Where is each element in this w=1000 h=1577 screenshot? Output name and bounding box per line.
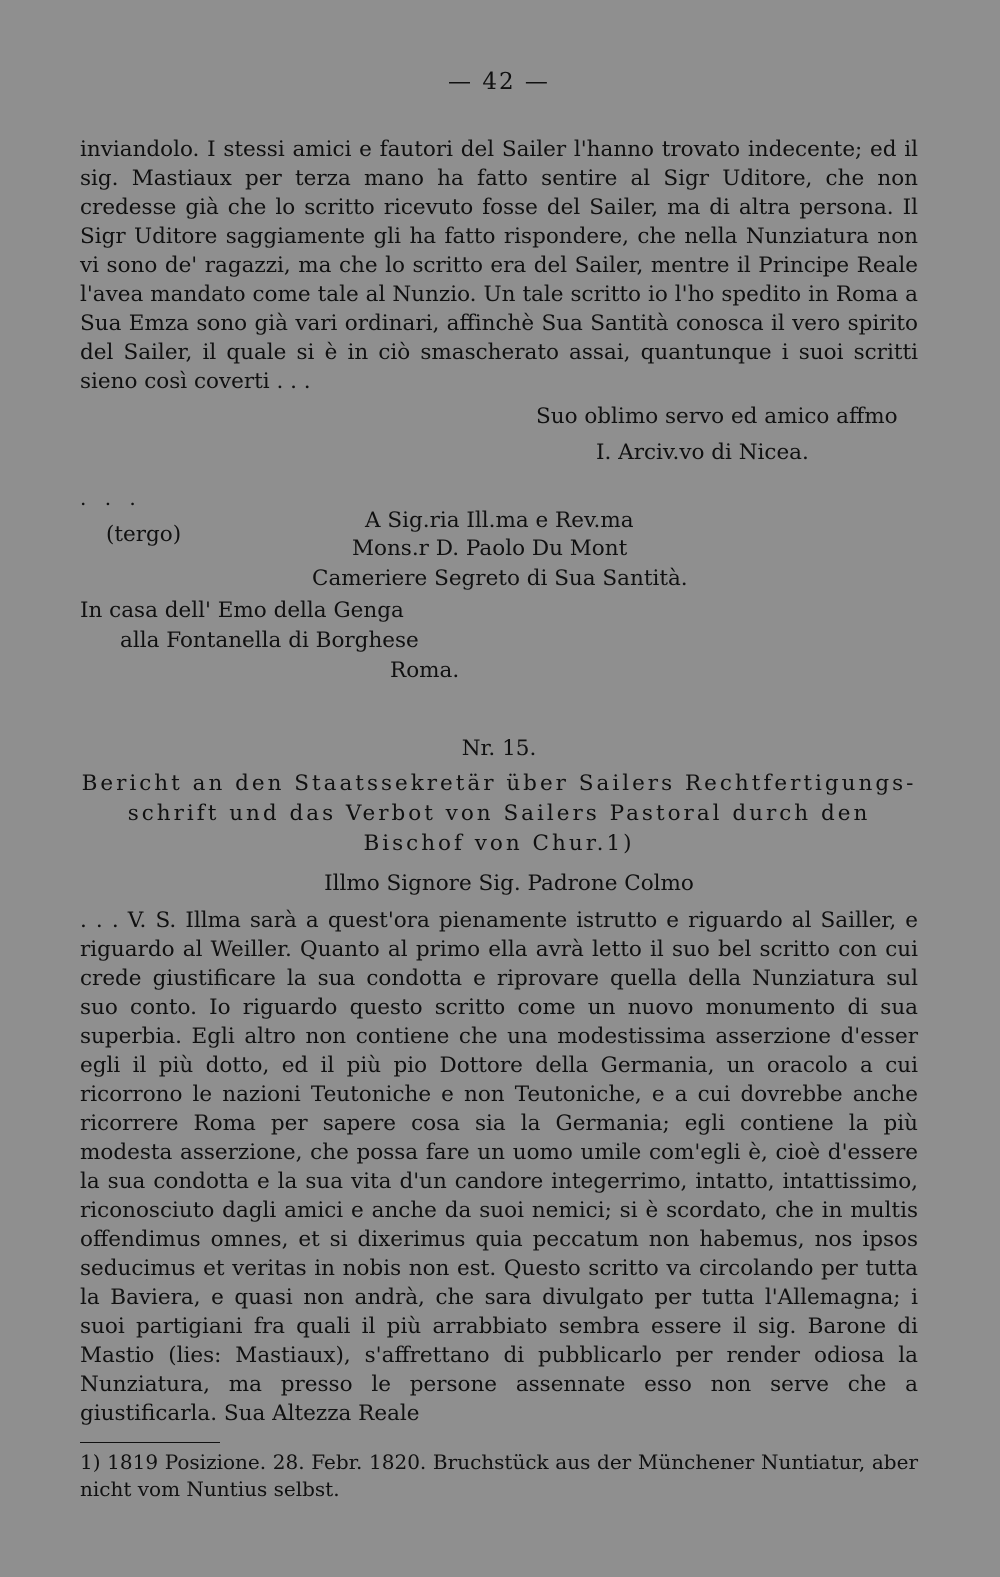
letter-paragraph-2: . . . V. S. Illma sarà a quest'ora pienamente istrutto e riguardo al Sailler, e riguardo al Weiller. Quanto al primo ella avrà letto il suo bel scritto con cui crede giustificare la sua condotta e riprovare quella della Nunziatura sul suo conto. Io riguardo questo scritto come un nuovo monumento di sua superbia. Egli altro non contiene che una modestissima asserzione d'esser egli il più dotto, ed il più pio Dottore della Germania, un oracolo a cui ricorrono le nazioni Teutoniche e non Teutoniche, e a cui dovrebbe anche ricorrere Roma per sapere cosa sia la Germania; egli contiene la più modesta asserzione, che possa fare un uomo umile com'egli è, cioè d'essere la sua condotta e la sua vita d'un candore integerrimo, intatto, intattissimo, riconosciuto dagli amici e anche da suoi nemici; si è scordato, che in multis offendimus omnes, et si dixerimus quia peccatum non habemus, nos ipsos seducimus et veritas in nobis non est. Questo scritto va circolando per tutta la Baviera, e quasi non andrà, che sara divulgato per tutta l'Allemagna; i suoi partigiani fra quali il più arrabbiato sembra essere il sig. Barone di Mastio (lies: Mastiaux), s'affrettano di pubblicarlo per render odiosa la Nunziatura, ma presso le persone assennate esso non serve che a giustificarla. Sua Altezza Reale [80,908,918,1426]
letter-paragraph-1: inviandolo. I stessi amici e fautori del Sailer l'hanno trovato indecente; ed il sig. Mastiaux per terza mano ha fatto sentire al Sigr Uditore, che non credesse già che lo scritto ricevuto fosse del Sailer, ma di altra persona. Il Sigr Uditore saggiamente gli ha fatto rispondere, che nella Nunziatura non vi sono de' ragazzi, ma che lo scritto era del Sailer, mentre il Principe Reale l'avea mandato come tale al Nunzio. Un tale scritto io l'ho spedito in Roma a Sua Emza sono già vari ordinari, affinchè Sua Santità conosca il vero spirito del Sailer, il quale si è in ciò smascherato assai, quantunque i suoi scritti sieno così coverti . . . [80,137,918,394]
signature-line-1: Suo oblimo servo ed amico affmo [536,404,898,429]
address-line-1: A Sig.ria Ill.ma e Rev.ma [365,508,634,533]
address-line-6: Roma. [390,658,460,683]
address-line-2: Mons.r D. Paolo Du Mont [352,536,628,561]
address-block [80,506,918,686]
salutation: Illmo Signore Sig. Padrone Colmo [324,871,694,896]
signature-line-2: I. Arciv.vo di Nicea. [596,440,809,465]
document-page [80,68,918,1503]
address-tergo: (tergo) [106,522,182,547]
footnote: 1) 1819 Posizione. 28. Febr. 1820. Bruchstück aus der Münchener Nuntiatur, aber nicht vom Nuntius selbst. [80,1450,918,1501]
address-line-4: In casa dell' Emo della Genga [80,598,404,623]
footnote-rule [80,1442,220,1443]
address-line-3: Cameriere Segreto di Sua Santità. [312,566,688,591]
document-heading: Bericht an den Staatssekretär über Sailers Rechtfertigungs-schrift und das Verbot von Sailers Pastoral durch den Bischof von Chur.1) [81,771,917,856]
page-number: — 42 — [448,69,550,95]
document-number: Nr. 15. [461,736,537,761]
ellipsis-marker: . . . [80,486,142,510]
address-line-5: alla Fontanella di Borghese [120,628,419,653]
